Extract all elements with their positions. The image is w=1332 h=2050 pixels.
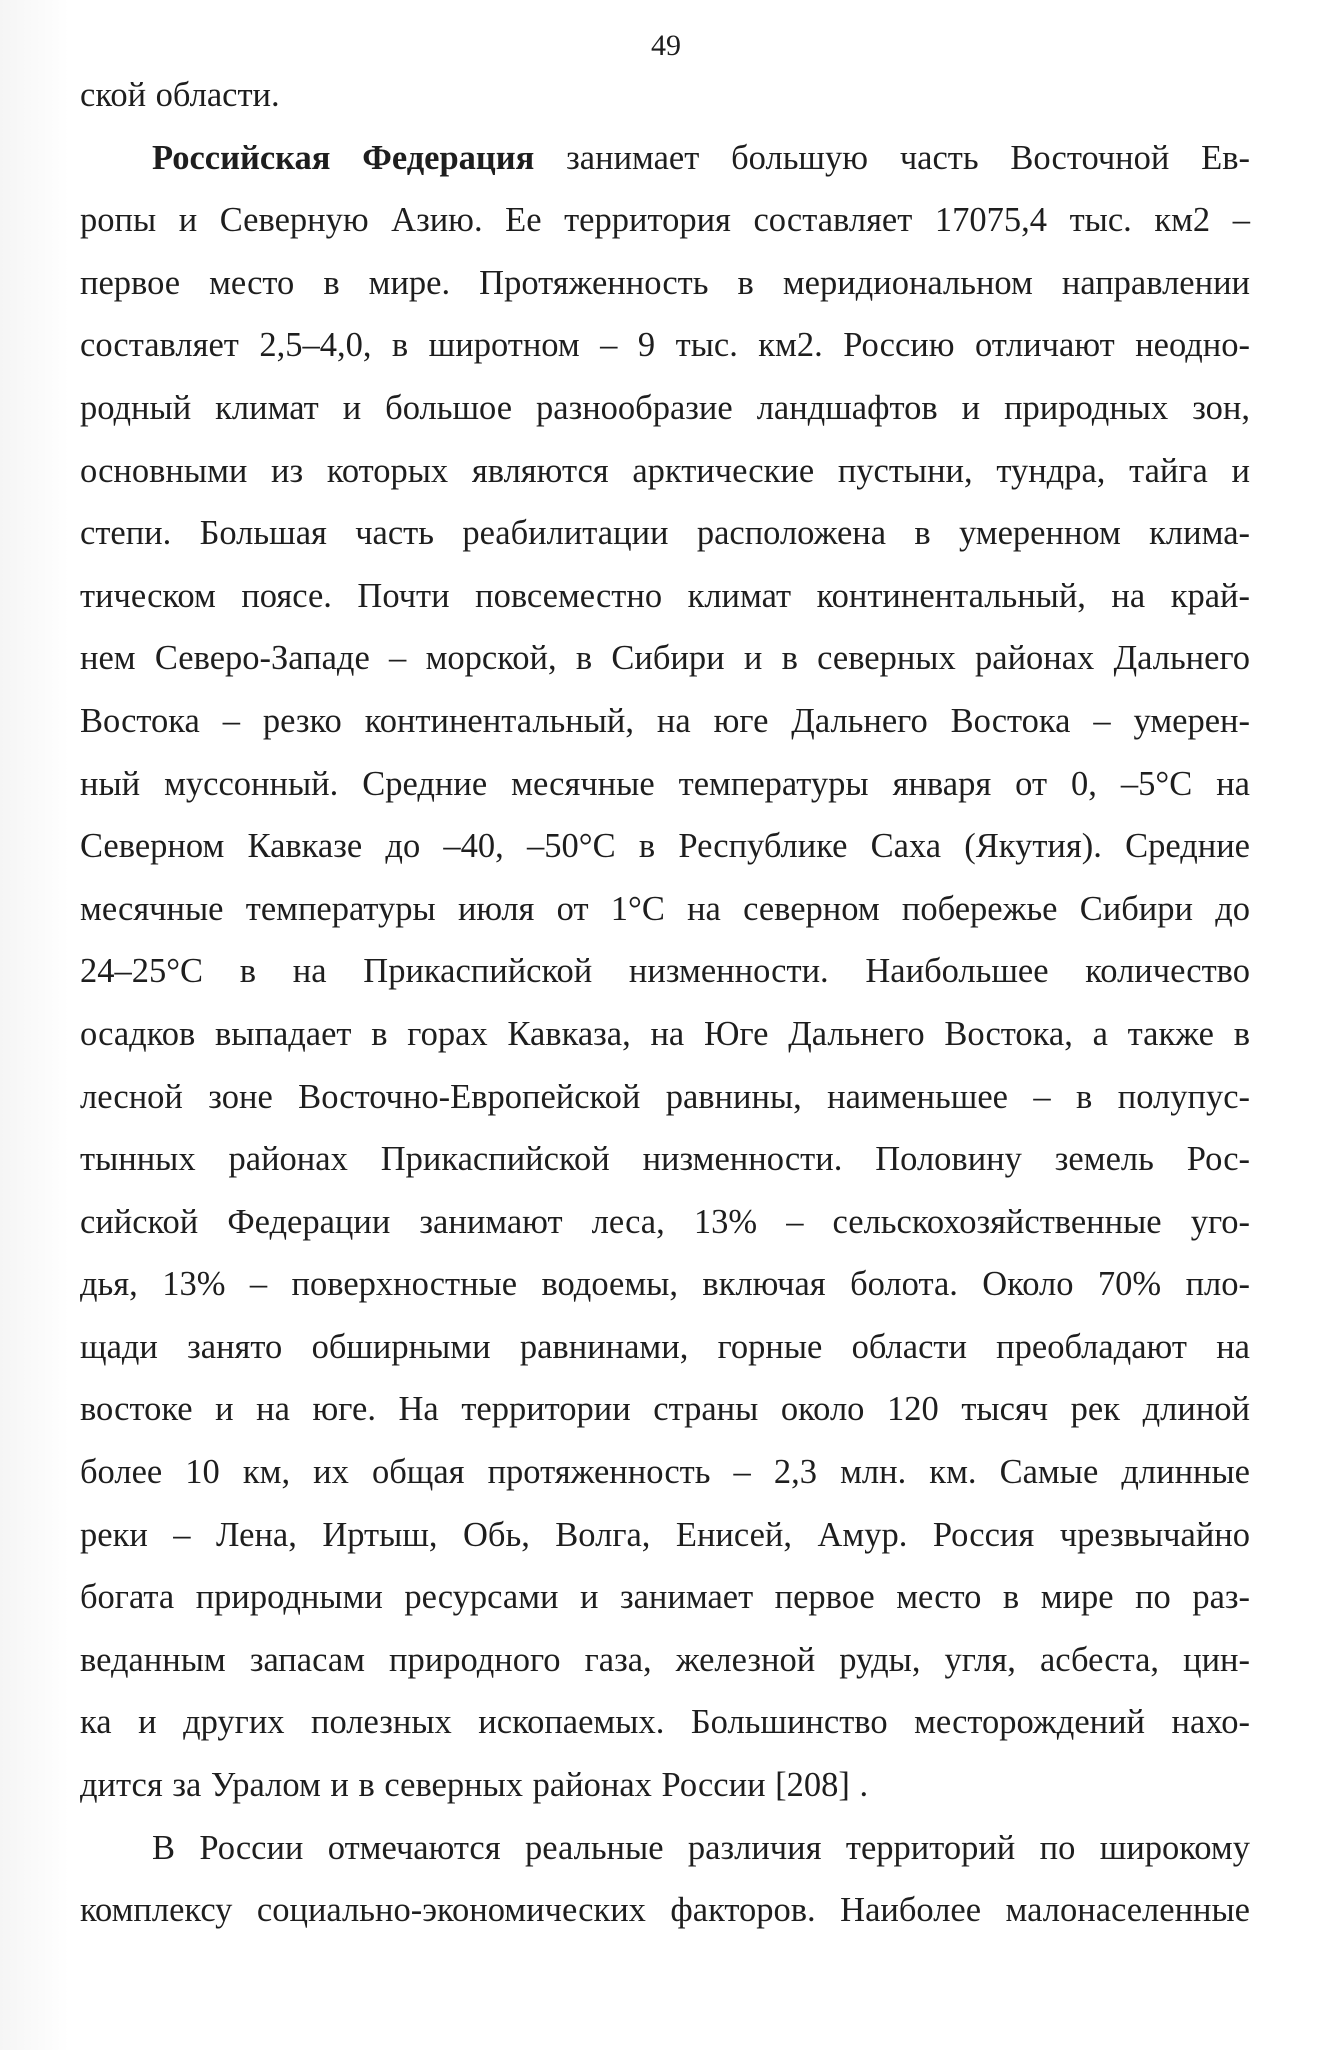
line-text: нем Северо-Западе – морской, в Сибири и в северных районах Дальнего [80,639,1250,678]
paragraph-russian-federation [80,127,1250,1817]
continuation-line: ской области. [80,76,280,114]
text-line [80,1316,1250,1379]
text-line [80,314,1250,377]
text-line [80,1629,1250,1692]
text-line [80,1253,1250,1316]
text-line [80,1566,1250,1629]
text-line [80,1691,1250,1754]
line-text: Северном Кавказе до –40, –50°С в Республике Саха (Якутия). Средние [80,827,1250,866]
text-line [80,377,1250,440]
line-text: родный климат и большое разнообразие ландшафтов и природных зон, [80,388,1250,427]
line-text: тическом поясе. Почти повсеместно климат континентальный, на край- [80,576,1250,615]
text-line [80,1754,1250,1817]
text-line [80,753,1250,816]
line-text: щади занято обширными равнинами, горные области преобладают на [80,1327,1250,1366]
line-text: комплексу социально-экономических факторов. Наиболее малонаселенные [80,1891,1250,1930]
text-line [80,878,1250,941]
line-text: месячные температуры июля от 1°С на северном побережье Сибири до [80,889,1250,928]
page-number: 49 [651,29,681,62]
text-line [80,940,1250,1003]
text-line [80,1504,1250,1567]
line-text: первое место в мире. Протяженность в меридиональном направлении [80,263,1250,302]
text-line [80,1378,1250,1441]
line-text: ный муссонный. Средние месячные температуры января от 0, –5°С на [80,764,1250,803]
line-text: более 10 км, их общая протяженность – 2,3 млн. км. Самые длинные [80,1453,1250,1492]
line-text: богата природными ресурсами и занимает первое место в мире по раз- [80,1578,1250,1617]
text-line [80,690,1250,753]
line-text: ка и других полезных ископаемых. Большинство месторождений нахо- [80,1703,1250,1742]
line-text: востоке и на юге. На территории страны около 120 тысяч рек длиной [80,1390,1250,1429]
text-line [80,127,1250,190]
text-line [80,252,1250,315]
line-text: дится за Уралом и в северных районах России [208] . [80,1766,869,1805]
text-line [80,1879,1250,1942]
text-line [80,1128,1250,1191]
line-text: занимает большую часть Восточной Ев- [534,138,1251,177]
text-line [80,1191,1250,1254]
line-text: дья, 13% – поверхностные водоемы, включая болота. Около 70% пло- [80,1265,1250,1304]
line-text: основными из которых являются арктические пустыни, тундра, тайга и [80,451,1250,490]
line-text: веданным запасам природного газа, железной руды, угля, асбеста, цин- [80,1640,1250,1679]
text-line [80,815,1250,878]
text-line [80,1441,1250,1504]
text-line [80,189,1250,252]
text-line [80,627,1250,690]
text-line [80,440,1250,503]
line-text: сийской Федерации занимают леса, 13% – сельскохозяйственные уго- [80,1202,1250,1241]
body-text [80,64,1250,1942]
text-line [80,502,1250,565]
line-text: реки – Лена, Иртыш, Обь, Волга, Енисей, Амур. Россия чрезвычайно [80,1515,1250,1554]
paragraph-regional-differences [80,1817,1250,1942]
line-text: Востока – резко континентальный, на юге Дальнего Востока – умерен- [80,701,1250,740]
text-line [80,1003,1250,1066]
line-text: В России отмечаются реальные различия территорий по широкому [152,1828,1250,1867]
text-line [80,1066,1250,1129]
line-text: тынных районах Прикаспийской низменности. Половину земель Рос- [80,1140,1250,1179]
line-text: лесной зоне Восточно-Европейской равнины, наименьшее – в полупус- [80,1077,1250,1116]
bold-lead-term: Российская Федерация [152,138,535,177]
line-text: составляет 2,5–4,0, в широтном – 9 тыс. км2. Россию отличают неодно- [80,326,1250,365]
line-text: осадков выпадает в горах Кавказа, на Юге Дальнего Востока, а также в [80,1014,1250,1053]
line-text: ропы и Северную Азию. Ее территория составляет 17075,4 тыс. км2 – [80,201,1250,240]
text-line [80,565,1250,628]
scan-shadow [0,0,70,2050]
text-line [80,1817,1250,1880]
line-text: 24–25°С в на Прикаспийской низменности. Наибольшее количество [80,952,1250,991]
line-text: степи. Большая часть реабилитации расположена в умеренном клима- [80,514,1250,553]
